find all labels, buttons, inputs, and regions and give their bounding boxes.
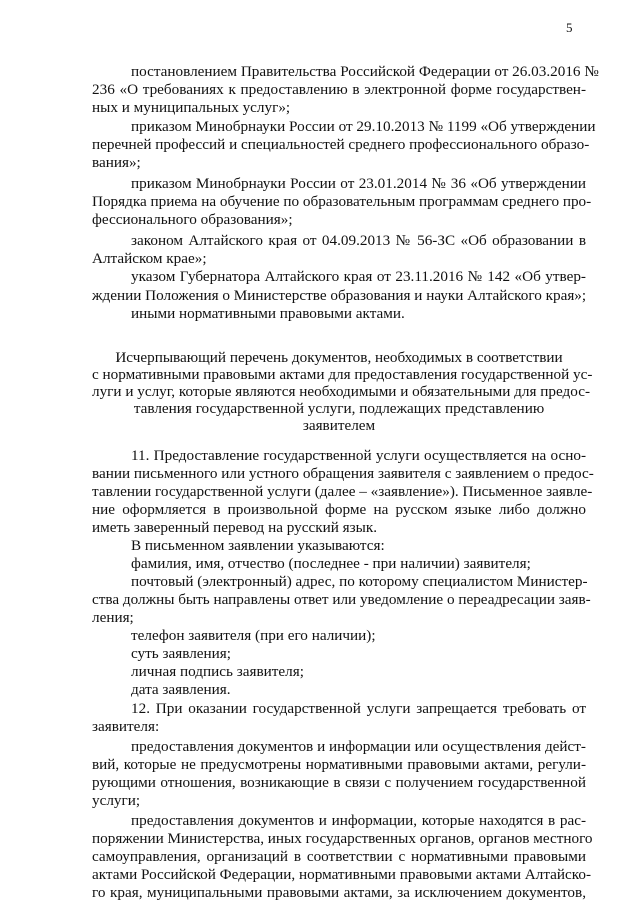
text-line: иметь заверенный перевод на русский язык. — [92, 519, 378, 536]
text-line: услуги; — [92, 792, 141, 809]
text-line: телефон заявителя (при его наличии); — [131, 627, 376, 644]
text-line: 236 «О требованиях к предоставлению в электронной форме государствен- — [92, 81, 586, 98]
text-line: го края, муниципальными правовыми актами, за исключением документов, — [92, 884, 586, 901]
text-line: ждении Положения о Министерстве образования и науки Алтайского края»; — [92, 287, 587, 304]
text-line: вий, которые не предусмотрены нормативными правовыми актами, регули- — [92, 756, 586, 773]
text-line: предоставления документов и информации, которые находятся в рас- — [131, 812, 586, 829]
heading-line: луги и услуг, которые являются необходимыми и обязательными для предос- — [92, 383, 591, 400]
text-line: иными нормативными правовыми актами. — [131, 305, 405, 322]
text-line: вании письменного или устного обращения заявителя с заявлением о предос- — [92, 465, 594, 482]
text-line: перечней профессий и специальностей среднего профессионального образо- — [92, 136, 590, 153]
text-line: ных и муниципальных услуг»; — [92, 99, 291, 116]
text-line: рующими отношения, возникающие в связи с получением государственной — [92, 774, 586, 791]
text-line: тавлении государственной услуги (далее – «заявление»). Письменное заявле- — [92, 483, 593, 500]
text-line: приказом Минобрнауки России от 29.10.2013 № 1199 «Об утверждении — [131, 118, 596, 135]
text-line: суть заявления; — [131, 645, 231, 662]
heading-line: заявителем — [302, 417, 376, 434]
text-line: предоставления документов и информации или осуществления дейст- — [131, 738, 586, 755]
heading-line: с нормативными правовыми актами для предоставления государственной ус- — [92, 366, 593, 383]
heading-line: тавления государственной услуги, подлежащих представлению — [133, 400, 545, 417]
text-line: приказом Минобрнауки России от 23.01.2014 № 36 «Об утверждении — [131, 175, 586, 192]
text-line: Порядка приема на обучение по образовательным программам среднего про- — [92, 193, 592, 210]
text-line: почтовый (электронный) адрес, по которому специалистом Министер- — [131, 573, 588, 590]
text-line: самоуправления, организаций в соответствии с нормативными правовыми — [92, 848, 586, 865]
page-number: 5 — [566, 20, 573, 35]
text-line: ства должны быть направлены ответ или уведомление о переадресации заяв- — [92, 591, 591, 608]
text-line: указом Губернатора Алтайского края от 23.11.2016 № 142 «Об утвер- — [131, 268, 586, 285]
text-line: поряжении Министерства, иных государственных органов, органов местного — [92, 830, 593, 847]
text-line: 12. При оказании государственной услуги запрещается требовать от — [131, 700, 586, 717]
text-line: дата заявления. — [131, 681, 231, 698]
text-line: фамилия, имя, отчество (последнее - при наличии) заявителя; — [131, 555, 531, 572]
text-line: В письменном заявлении указываются: — [131, 537, 385, 554]
text-line: ления; — [92, 609, 134, 626]
text-line: актами Российской Федерации, нормативными правовыми актами Алтайско- — [92, 866, 592, 883]
text-line: постановлением Правительства Российской Федерации от 26.03.2016 № — [131, 63, 599, 80]
text-line: заявителя: — [92, 718, 160, 735]
text-line: законом Алтайского края от 04.09.2013 № 56-ЗС «Об образовании в — [131, 232, 586, 249]
text-line: вания»; — [92, 154, 141, 171]
text-line: личная подпись заявителя; — [131, 663, 304, 680]
text-line: 11. Предоставление государственной услуги осуществляется на осно- — [131, 447, 586, 464]
text-line: Алтайском крае»; — [92, 250, 207, 267]
text-line: фессионального образования»; — [92, 211, 293, 228]
heading-line: Исчерпывающий перечень документов, необходимых в соответствии — [115, 349, 563, 366]
text-line: ние оформляется в произвольной форме на русском языке либо должно — [92, 501, 586, 518]
